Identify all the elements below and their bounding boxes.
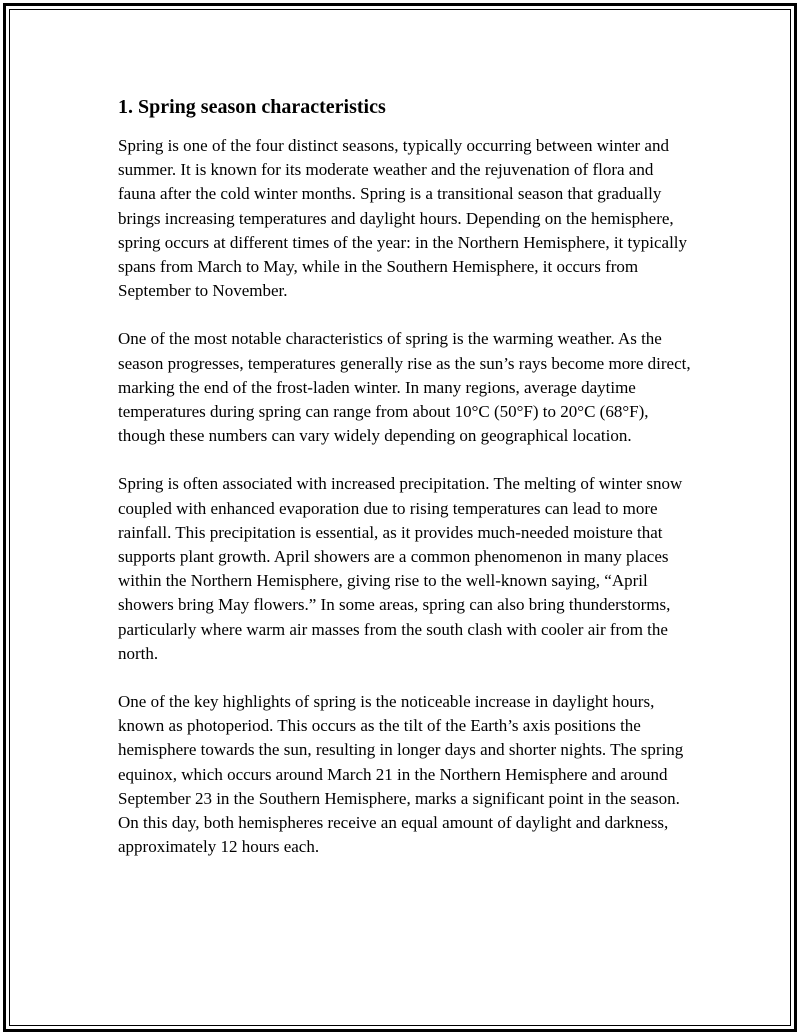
paragraph-daylight: One of the key highlights of spring is the noticeable increase in daylight hours, known as photoperiod. This occurs as the tilt of the Earth’s axis positions the hemisphere towards the sun, resulting in longer days and shorter nights. The spring equinox, which occurs around March 21 in the Northern Hemisphere and around September 23 in the Southern Hemisphere, marks a significant point in the season. On this day, both hemispheres receive an equal amount of daylight and darkness, approximately 12 hours each. [118, 692, 684, 857]
paragraph-precipitation: Spring is often associated with increased precipitation. The melting of winter snow coupled with enhanced evaporation due to rising temperatures can lead to more rainfall. This precipitation is essential, as it provides much-needed moisture that supports plant growth. April showers are a common phenomenon in many places within the Northern Hemisphere, giving rise to the well-known saying, “April showers bring May flowers.” In some areas, spring can also bring thunderstorms, particularly where warm air masses from the south clash with cooler air from the north. [118, 474, 683, 663]
document-body [118, 94, 693, 883]
paragraph-weather: One of the most notable characteristics of spring is the warming weather. As the season progresses, temperatures generally rise as the sun’s rays become more direct, marking the end of the frost-laden winter. In many regions, average daytime temperatures during spring can range from about 10°C (50°F) to 20°C (68°F), though these numbers can vary widely depending on geographical location. [118, 329, 691, 446]
paragraph-intro: Spring is one of the four distinct seasons, typically occurring between winter and summer. It is known for its moderate weather and the rejuvenation of flora and fauna after the cold winter months. Spring is a transitional season that gradually brings increasing temperatures and daylight hours. Depending on the hemisphere, spring occurs at different times of the year: in the Northern Hemisphere, it typically spans from March to May, while in the Southern Hemisphere, it occurs from September to November. [118, 136, 688, 301]
section-heading: 1. Spring season characteristics [118, 96, 386, 118]
